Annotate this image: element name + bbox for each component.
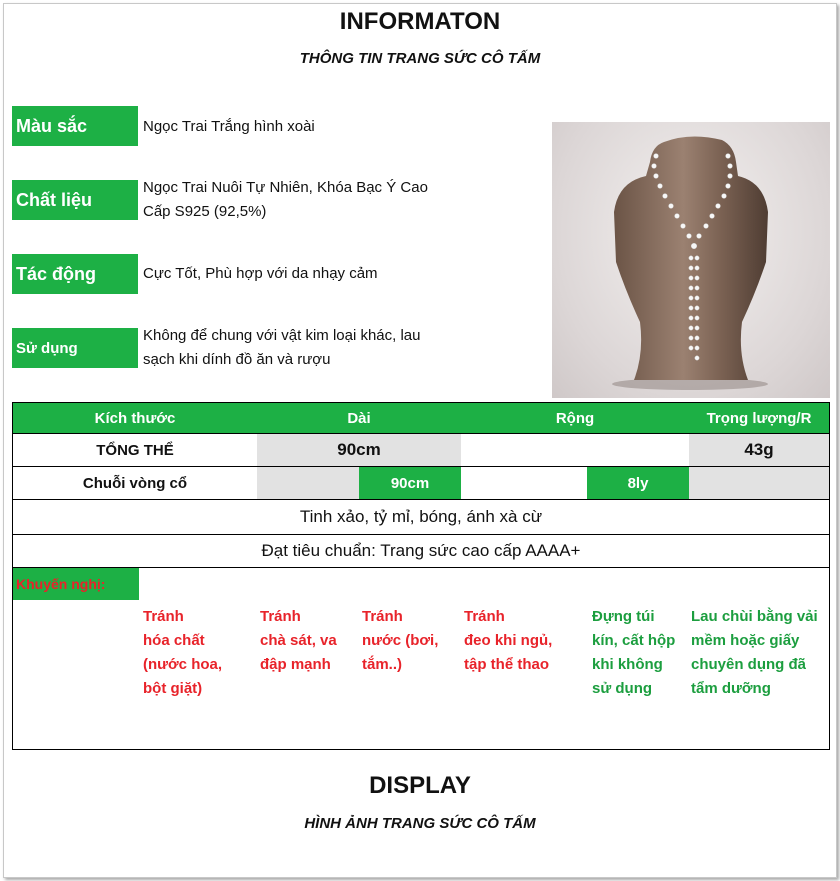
pearl-necklace-on-bust-icon: [552, 122, 830, 398]
header-length: Dài: [257, 403, 461, 433]
display-subtitle: HÌNH ẢNH TRANG SỨC CÔ TẤM: [304, 815, 536, 832]
header-size: Kích thước: [13, 403, 257, 433]
info-label-effect: Tác động: [12, 254, 138, 294]
recommendation-avoid-water: Tránh nước (bơi, tắm..): [362, 608, 439, 673]
info-value-material: Ngọc Trai Nuôi Tự Nhiên, Khóa Bạc Ý Cao Cấp S925 (92,5%): [143, 179, 428, 220]
row-total-width: [461, 434, 689, 466]
row-total-name: TỔNG THỂ: [96, 441, 174, 459]
recommendation-avoid-sleep-sport: Tránh đeo khi ngủ, tập thể thao: [464, 608, 553, 673]
page-title: INFORMATON: [339, 8, 501, 35]
header-width: Rộng: [461, 403, 689, 433]
row-necklace-weight: [689, 467, 829, 499]
row-total-weight: 43g: [689, 434, 829, 466]
row-necklace-width: 8ly: [587, 467, 689, 499]
row-necklace-filler: [257, 467, 359, 499]
info-label-color: Màu sắc: [12, 106, 138, 146]
page-subtitle: THÔNG TIN TRANG SỨC CÔ TẤM: [299, 50, 541, 67]
header-weight: Trọng lượng/R: [689, 403, 829, 433]
info-value-color: Ngọc Trai Trắng hình xoài: [143, 118, 315, 135]
row-necklace-spacer: [461, 467, 587, 499]
recommendation-clean-soft-cloth: Lau chùi bằng vải mềm hoặc giấy chuyên dụng đã tẩm dưỡng: [691, 608, 818, 697]
info-label-usage: Sử dụng: [12, 328, 138, 368]
specification-table: [12, 402, 830, 750]
recommendation-avoid-impact: Tránh chà sát, va đập mạnh: [260, 608, 337, 673]
row-total-length: 90cm: [257, 434, 461, 466]
row-necklace-name: Chuỗi vòng cổ: [82, 474, 188, 492]
recommendation-avoid-chemicals: Tránh hóa chất (nước hoa, bột giặt): [143, 608, 223, 697]
display-title: DISPLAY: [369, 772, 471, 799]
quality-line: Tinh xảo, tỷ mỉ, bóng, ánh xà cừ: [299, 507, 543, 526]
info-value-effect: Cực Tốt, Phù hợp với da nhạy cảm: [143, 265, 378, 282]
product-photo: [552, 122, 830, 398]
recommendation-label: Khuyến nghị:: [13, 568, 139, 600]
row-necklace-length: 90cm: [359, 467, 461, 499]
standard-line: Đạt tiêu chuẩn: Trang sức cao cấp AAAA+: [261, 541, 581, 560]
recommendation-store-in-box: Đựng túi kín, cất hộp khi không sử dụng: [592, 608, 676, 697]
info-label-material: Chất liệu: [12, 180, 138, 220]
info-value-usage: Không để chung với vật kim loại khác, lau sạch khi dính đồ ăn và rượu: [143, 327, 421, 368]
